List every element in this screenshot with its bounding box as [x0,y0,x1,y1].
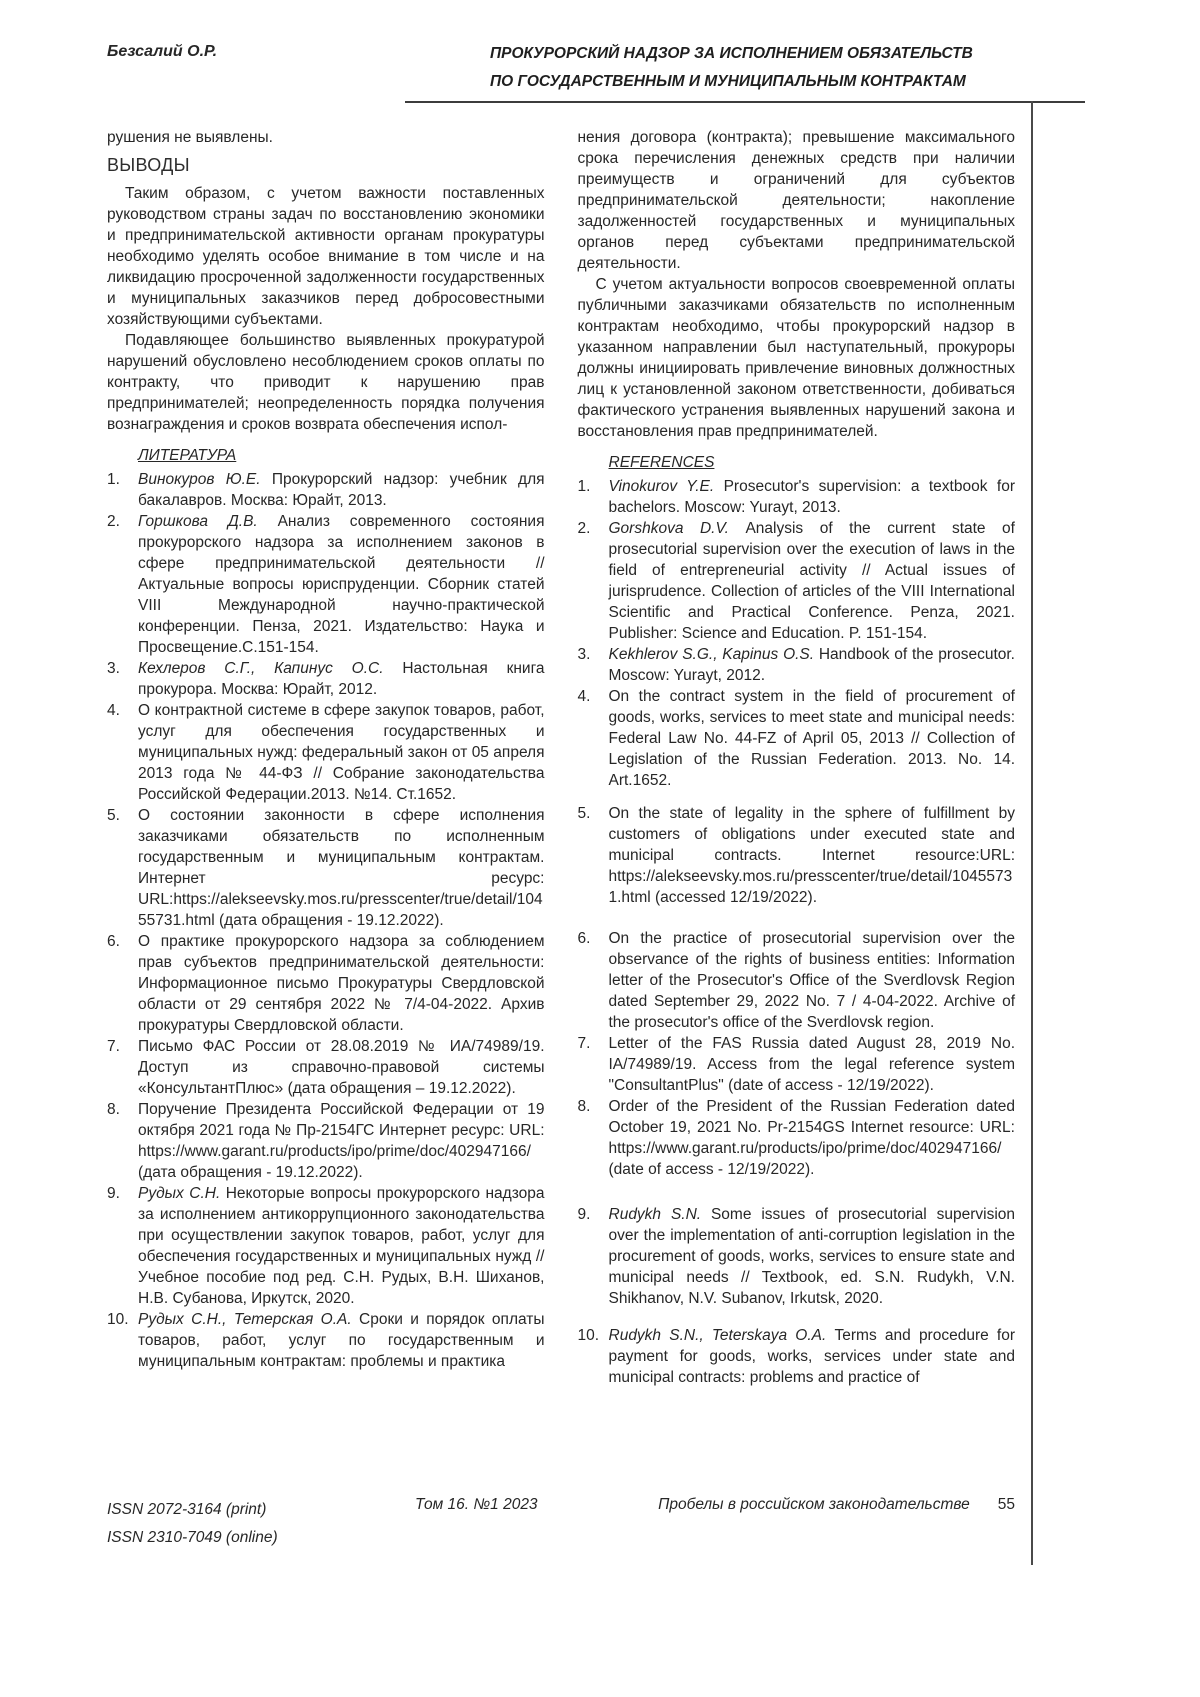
reference-item [578,803,1016,908]
header-divider-rule [405,101,1085,103]
footer-right-block [658,1496,1015,1514]
volume-issue: Том 16. №1 2023 [415,1496,538,1513]
article-title [490,40,1015,96]
body-paragraph: Подавляющее большинство выявленных прокуратурой нарушений обусловлено несоблюдением сроков оплаты по контракту, что приводит к нарушению прав предпринимателей; неопределенность порядка получения вознаграждения и сроков возврата обеспечения испол- [107,332,545,433]
literature-item [107,1183,545,1309]
reference-item [578,1033,1016,1096]
reference-text: Рудых С.Н., Тетерская О.А. Сроки и порядок оплаты товаров, работ, услуг по государственным и муниципальным контрактам: проблемы и практика [138,1311,545,1370]
body-paragraph: Таким образом, с учетом важности поставленных руководством страны задач по восстановлению экономики и предпринимательской активности органам прокуратуры необходимо уделять особое внимание в том числе и на ликвидацию просроченной задолженности государственных и муниципальных заказчиков перед добросовестными хозяйствующими субъектами. [107,185,545,328]
reference-number: 7. [107,1038,120,1055]
reference-number: 8. [107,1101,120,1118]
literature-heading: ЛИТЕРАТУРА [138,447,237,464]
reference-text: Rudykh S.N. Some issues of prosecutorial supervision over the implementation of anti-corruption legislation in the procurement of goods, works, services to ensure state and municipal needs // Textbook, ed. S.N. Rudykh, V.N. Shikhanov, N.V. Subanov, Irkutsk, 2020. [608,1206,1015,1307]
reference-text: О состоянии законности в сфере исполнения заказчиками обязательств по исполненным государственным и муниципальным контрактам. Интернет ресурс: URL:https://alekseevsky.mos.ru/presscenter/true/detail/10455731.html (дата обращения - 19.12.2022). [138,807,545,929]
reference-author: Рудых С.Н. [138,1185,226,1202]
reference-text: Letter of the FAS Russia dated August 28, 2019 No. IA/74989/19. Access from the legal reference system "ConsultantPlus" (date of access - 12/19/2022). [608,1035,1015,1094]
reference-item [578,476,1016,518]
reference-number: 1. [577,478,591,495]
issn-block [107,1496,278,1552]
reference-text: Rudykh S.N., Teterskaya O.A. Terms and procedure for payment for goods, works, services under state and municipal contracts: problems and practice of [608,1327,1016,1386]
literature-item [107,511,545,658]
reference-number: 8. [577,1098,591,1115]
reference-text: О контрактной системе в сфере закупок товаров, работ, услуг для обеспечения государственных и муниципальных нужд: федеральный закон от 05 апреля 2013 года № 44-ФЗ // Собрание законодательства Российской Федерации.2013. №14. Ст.1652. [138,702,545,803]
reference-number: 5. [577,805,591,822]
reference-text: On the state of legality in the sphere of fulfillment by customers of obligations under executed state and municipal contracts. Internet resource:URL: https://alekseevsky.mos.ru/presscenter/true/detail/10455731.html (accessed 12/19/2022). [608,805,1015,906]
reference-text: On the contract system in the field of procurement of goods, works, services to meet state and municipal needs: Federal Law No. 44-FZ of April 05, 2013 // Collection of Legislation of the Russian Federation. 2013. No. 14. Art.1652. [608,688,1015,789]
body-paragraph: нения договора (контракта); превышение максимального срока перечисления денежных средств при наличии преимуществ и ограничений для субъектов предпринимательской деятельности; накопление задолженностей государственных и муниципальных органов перед субъектами предпринимательской деятельности. [577,129,1015,272]
reference-number: 2. [107,513,120,530]
literature-item [107,1099,545,1183]
reference-item [578,1096,1016,1180]
reference-author: Kekhlerov S.G., Kapinus O.S. [608,646,819,663]
page-footer [107,1496,1015,1556]
journal-name: Пробелы в российском законодательстве [658,1496,970,1513]
issn-online: ISSN 2310-7049 (online) [107,1529,278,1546]
reference-number: 10. [577,1327,600,1344]
continuation-paragraph: рушения не выявлены. [107,129,273,146]
reference-author: Рудых С.Н., Тетерская О.А. [138,1311,360,1328]
literature-item [107,469,545,511]
reference-number: 3. [577,646,591,663]
literature-item [107,1036,545,1099]
reference-author: Горшкова Д.В. [138,513,278,530]
reference-author: Vinokurov Y.E. [608,478,724,495]
reference-number: 4. [107,702,120,719]
reference-text: Рудых С.Н. Некоторые вопросы прокурорского надзора за исполнением антикоррупционного законодательства при осуществлении закупок товаров, работ, услуг для обеспечения государственных и муниципальных нужд // Учебное пособие под ред. С.Н. Рудых, В.Н. Шиханов, Н.В. Субанова, Иркутск, 2020. [138,1185,545,1307]
reference-text: Письмо ФАС России от 28.08.2019 № ИА/74989/19. Доступ из справочно-правовой системы «КонсультантПлюс» (дата обращения – 19.12.2022). [138,1038,545,1097]
literature-item [107,658,545,700]
reference-text: Кехлеров С.Г., Капинус О.С. Настольная книга прокурора. Москва: Юрайт, 2012. [138,660,545,698]
reference-text: Винокуров Ю.Е. Прокурорский надзор: учебник для бакалавров. Москва: Юрайт, 2013. [138,471,545,509]
right-column [578,127,1016,1388]
reference-text: Kekhlerov S.G., Kapinus O.S. Handbook of the prosecutor. Moscow: Yurayt, 2012. [608,646,1015,684]
reference-item [578,1325,1016,1388]
reference-number: 7. [577,1035,591,1052]
two-column-body [107,127,1015,1388]
reference-number: 6. [577,930,591,947]
issn-print: ISSN 2072-3164 (print) [107,1501,267,1518]
reference-number: 6. [107,933,120,950]
reference-text: Горшкова Д.В. Анализ современного состояния прокурорского надзора за исполнением законов в сфере предпринимательской деятельности // Актуальные вопросы юриспруденции. Сборник статей VIII Международной научно-практической конференции. Пенза, 2021. Издательство: Наука и Просвещение.С.151-154. [138,513,545,656]
reference-text: Order of the President of the Russian Federation dated October 19, 2021 No. Pr-2154GS Internet resource: URL: https://www.garant.ru/products/ipo/prime/doc/402947166/ (date of access - 12/19/2022). [608,1098,1015,1178]
literature-item [107,931,545,1036]
reference-number: 9. [107,1185,120,1202]
right-margin-rule [1031,101,1033,1565]
reference-number: 10. [107,1311,129,1328]
author-name: Безсалий О.Р. [107,43,218,60]
reference-number: 3. [107,660,120,677]
reference-text: О практике прокурорского надзора за соблюдением прав субъектов предпринимательской деятельности: Информационное письмо Прокуратуры Свердловской области от 29 сентября 2022 № 7/4-04-2022. Архив прокуратуры Свердловской области. [138,933,545,1034]
reference-author: Rudykh S.N. [608,1206,711,1223]
reference-text: Gorshkova D.V. Analysis of the current state of prosecutorial supervision over the execution of laws in the field of entrepreneurial activity // Actual issues of jurisprudence. Collection of articles of the VIII International Scientific and Practical Conference. Penza, 2021. Publisher: Science and Education. P. 151-154. [608,520,1015,642]
left-column [107,127,545,1388]
literature-item [107,805,545,931]
reference-item [578,928,1016,1033]
article-title-line-2: ПО ГОСУДАРСТВЕННЫМ И МУНИЦИПАЛЬНЫМ КОНТРАКТАМ [490,73,966,90]
literature-item [107,700,545,805]
reference-item [578,518,1016,644]
body-paragraph: С учетом актуальности вопросов своевременной оплаты публичными заказчиками обязательств по исполненным контрактам необходимо, чтобы прокурорский надзор в указанном направлении был наступательный, прокуроры должны инициировать привлечение виновных должностных лиц к установленной законом ответственности, добиваться фактического устранения выявленных нарушений закона и восстановления прав предпринимателей. [577,276,1015,440]
reference-number: 9. [577,1206,591,1223]
reference-author: Gorshkova D.V. [608,520,746,537]
reference-number: 1. [107,471,120,488]
reference-number: 5. [107,807,120,824]
reference-author: Кехлеров С.Г., Капинус О.С. [138,660,403,677]
reference-item [578,1204,1016,1309]
conclusions-heading: ВЫВОДЫ [107,155,190,175]
reference-number: 4. [577,688,591,705]
references-heading: REFERENCES [608,454,715,471]
reference-item [578,686,1016,791]
reference-text: Vinokurov Y.E. Prosecutor's supervision: a textbook for bachelors. Moscow: Yurayt, 2013. [608,478,1015,516]
page-number: 55 [997,1496,1015,1513]
literature-list [107,469,545,1372]
references-list [578,476,1016,1388]
reference-item [578,644,1016,686]
reference-number: 2. [577,520,591,537]
reference-author: Rudykh S.N., Teterskaya O.A. [608,1327,835,1344]
article-title-line-1: ПРОКУРОРСКИЙ НАДЗОР ЗА ИСПОЛНЕНИЕМ ОБЯЗАТЕЛЬСТВ [490,45,973,62]
reference-text: Поручение Президента Российской Федерации от 19 октября 2021 года № Пр-2154ГС Интернет ресурс: URL: https://www.garant.ru/products/ipo/prime/doc/402947166/ (дата обращения - 19.12.2022). [138,1101,545,1181]
page-header [107,40,1015,96]
reference-text: On the practice of prosecutorial supervision over the observance of the rights of business entities: Information letter of the Prosecutor's Office of the Sverdlovsk Region dated September 29, 2022 No. 7 / 4-04-2022. Archive of the prosecutor's office of the Sverdlovsk region. [608,930,1015,1031]
literature-item [107,1309,545,1372]
reference-author: Винокуров Ю.Е. [138,471,272,488]
